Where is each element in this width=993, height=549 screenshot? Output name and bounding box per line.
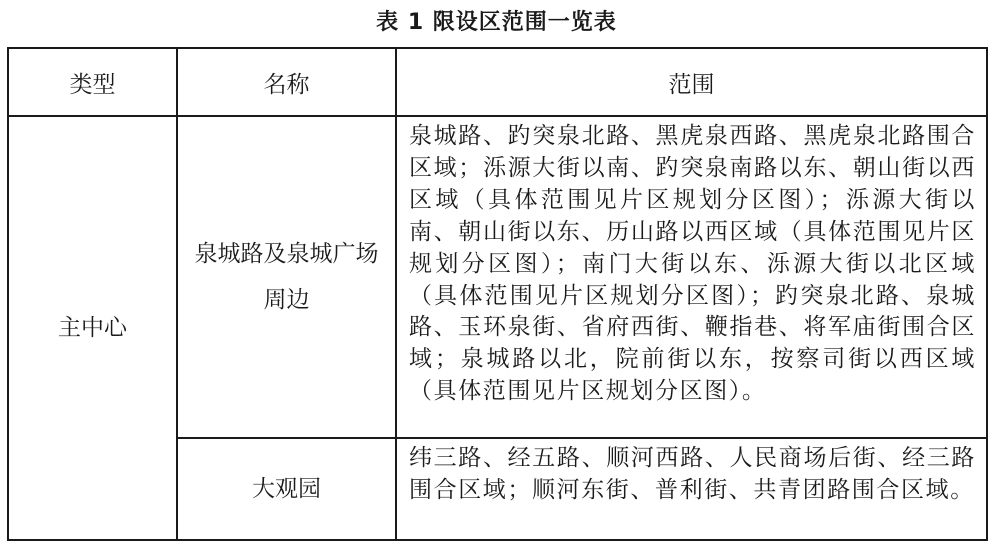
name-text: 大观园 [252, 476, 321, 502]
range-cell: 纬三路、经五路、顺河西路、人民商场后街、经三路围合区域；顺河东街、普利街、共青团路围合区域。 [396, 438, 987, 540]
table-header-row [8, 48, 987, 116]
name-cell [177, 116, 396, 438]
restricted-zone-table [7, 47, 988, 541]
range-cell: 泉城路、趵突泉北路、黑虎泉西路、黑虎泉北路围合区域；泺源大街以南、趵突泉南路以东、朝山街以西区域（具体范围见片区规划分区图）；泺源大街以南、朝山街以东、历山路以西区域（具体范围见片区规划分区图）；南门大街以东、泺源大街以北区域（具体范围见片区规划分区图）；趵突泉北路、泉城路、玉环泉街、省府西街、鞭指巷、将军庙街围合区域；泉城路以北，院前街以东，按察司街以西区域（具体范围见片区规划分区图）。 [396, 116, 987, 438]
header-type: 类型 [8, 48, 177, 116]
name-text: 泉城路及泉城广场周边 [194, 241, 379, 313]
table-row [8, 116, 987, 438]
table-caption: 表 1 限设区范围一览表 [376, 10, 617, 35]
type-cell: 主中心 [8, 116, 177, 540]
header-name: 名称 [177, 48, 396, 116]
name-cell [177, 438, 396, 540]
header-range: 范围 [396, 48, 987, 116]
